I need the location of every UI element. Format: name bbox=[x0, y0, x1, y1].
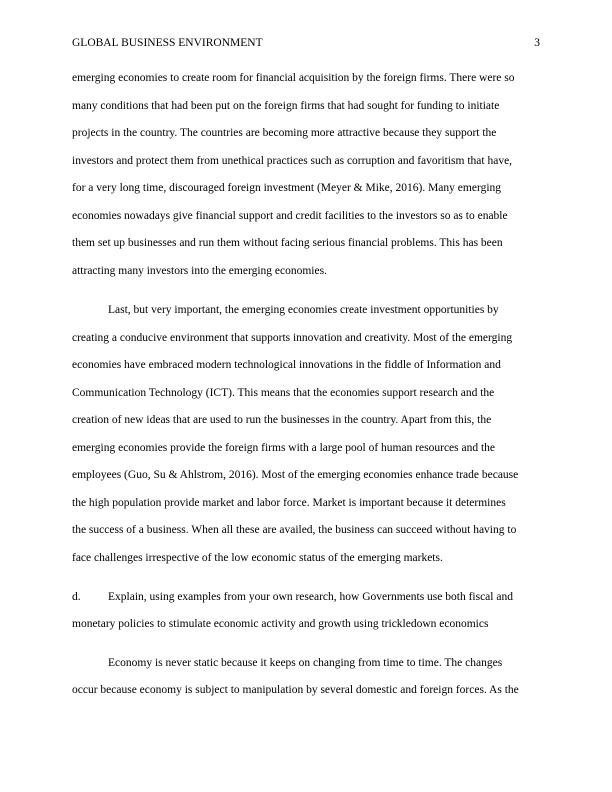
paragraph-line: emerging economies provide the foreign firms with a large pool of human resources and the bbox=[72, 442, 496, 454]
paragraph-line: occur because economy is subject to manipulation by several domestic and foreign forces. As the bbox=[72, 684, 519, 696]
question-line: monetary policies to stimulate economic activity and growth using trickledown economics bbox=[72, 618, 489, 630]
paragraph-line: many conditions that had been put on the foreign firms that had sought for funding to initiate bbox=[72, 100, 500, 112]
question-label: d. bbox=[72, 591, 81, 603]
page-number: 3 bbox=[534, 37, 540, 49]
paragraph-line: for a very long time, discouraged foreign investment (Meyer & Mike, 2016). Many emerging bbox=[72, 182, 502, 194]
running-header bbox=[72, 36, 540, 50]
paragraph-line: creation of new ideas that are used to run the businesses in the country. Apart from this, the bbox=[72, 414, 492, 426]
question-line: Explain, using examples from your own research, how Governments use both fiscal and bbox=[108, 591, 513, 603]
paragraph-line: the success of a business. When all these are availed, the business can succeed without having to bbox=[72, 524, 517, 536]
paragraph-line: economies nowadays give financial support and credit facilities to the investors so as to enable bbox=[72, 210, 508, 222]
paragraph-line: investors and protect them from unethical practices such as corruption and favoritism that have, bbox=[72, 155, 513, 167]
paragraph-line: Last, but very important, the emerging economies create investment opportunities by bbox=[108, 304, 499, 316]
paragraph-line: emerging economies to create room for financial acquisition by the foreign firms. There were so bbox=[72, 72, 515, 84]
paragraph-line: creating a conducive environment that supports innovation and creativity. Most of the emerging bbox=[72, 332, 513, 344]
paragraph-line: face challenges irrespective of the low economic status of the emerging markets. bbox=[72, 552, 443, 564]
header-title: GLOBAL BUSINESS ENVIRONMENT bbox=[72, 37, 263, 49]
paragraph-line: economies have embraced modern technological innovations in the fiddle of Information and bbox=[72, 359, 501, 371]
paragraph-line: Communication Technology (ICT). This means that the economies support research and the bbox=[72, 387, 495, 399]
paragraph-line: projects in the country. The countries are becoming more attractive because they support the bbox=[72, 127, 497, 139]
paragraph-line: attracting many investors into the emerging economies. bbox=[72, 265, 327, 277]
paragraph-line: Economy is never static because it keeps on changing from time to time. The changes bbox=[108, 657, 503, 669]
paragraph-line: employees (Guo, Su & Ahlstrom, 2016). Most of the emerging economies enhance trade because bbox=[72, 469, 519, 481]
paragraph-line: the high population provide market and labor force. Market is important because it determines bbox=[72, 497, 506, 509]
paragraph-line: them set up businesses and run them without facing serious financial problems. This has been bbox=[72, 237, 503, 249]
